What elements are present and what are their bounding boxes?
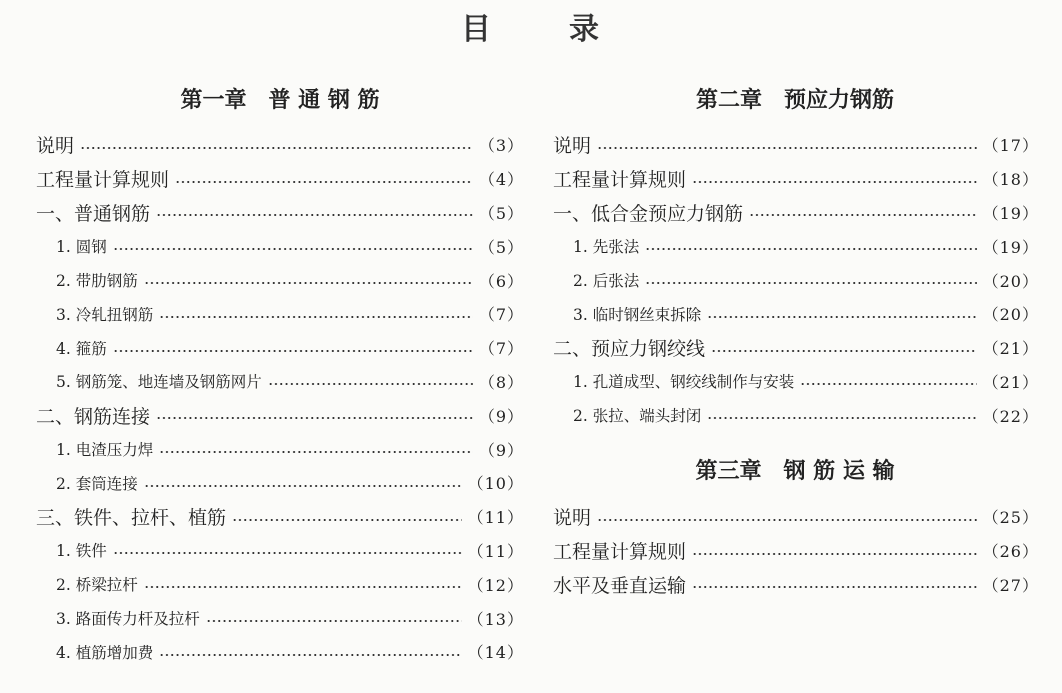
toc-entry-label: 水平及垂直运输 — [553, 574, 687, 597]
toc-entry-page: （10） — [467, 474, 524, 494]
toc-entry-label: 1. 先张法 — [573, 238, 640, 257]
dot-leader — [80, 146, 473, 150]
toc-entry[interactable] — [553, 128, 1039, 162]
toc-entry-label: 工程量计算规则 — [36, 169, 170, 192]
dot-leader — [156, 213, 473, 217]
toc-entry-page: （13） — [467, 609, 524, 629]
toc-entry-label: 4. 植筋增加费 — [56, 643, 154, 662]
dot-leader — [113, 247, 473, 251]
toc-entry[interactable] — [36, 500, 524, 534]
toc-entry-label: 2. 桥梁拉杆 — [56, 576, 138, 595]
page-title — [0, 4, 1062, 48]
toc-entry-page: （7） — [478, 339, 524, 359]
toc-entry-page: （11） — [467, 508, 524, 528]
dot-leader — [711, 349, 977, 353]
toc-entry-label: 3. 冷轧扭钢筋 — [56, 305, 154, 324]
dot-leader — [692, 585, 977, 589]
toc-entry-page: （18） — [982, 170, 1039, 190]
toc-entry-page: （14） — [467, 643, 524, 663]
toc-entry[interactable] — [36, 601, 524, 635]
dot-leader — [707, 416, 976, 420]
toc-entry-page: （26） — [982, 542, 1039, 562]
toc-entry[interactable] — [553, 229, 1039, 263]
toc-entry[interactable] — [553, 398, 1039, 432]
toc-entry[interactable] — [36, 331, 524, 365]
toc-entry[interactable] — [553, 331, 1039, 365]
toc-entry[interactable] — [36, 297, 524, 331]
dot-leader — [268, 382, 473, 386]
toc-entry-page: （7） — [478, 305, 524, 325]
toc-entry[interactable] — [553, 568, 1039, 602]
toc-entry-label: 说明 — [553, 507, 592, 530]
toc-entry-label: 2. 带肋钢筋 — [56, 272, 138, 291]
toc-entry-page: （20） — [982, 271, 1039, 291]
dot-leader — [800, 382, 976, 386]
toc-entry-page: （21） — [982, 372, 1039, 392]
chapter-2-heading: 第二章 预应力钢筋 — [695, 88, 894, 113]
toc-entry[interactable] — [553, 263, 1039, 297]
title-char: 录 — [569, 12, 601, 47]
dot-leader — [159, 315, 473, 319]
toc-entry-label: 二、钢筋连接 — [36, 405, 151, 428]
toc-entry-page: （9） — [478, 406, 524, 426]
chapter-2-entries — [553, 128, 1039, 432]
dot-leader — [144, 585, 462, 589]
toc-entry-label: 3. 路面传力杆及拉杆 — [56, 610, 200, 629]
toc-entry-label: 工程量计算规则 — [553, 169, 687, 192]
toc-entry-label: 1. 孔道成型、钢绞线制作与安装 — [573, 373, 795, 392]
toc-entry-label: 2. 后张法 — [573, 272, 640, 291]
toc-entry-label: 三、铁件、拉杆、植筋 — [36, 507, 227, 530]
dot-leader — [156, 416, 473, 420]
toc-entry[interactable] — [553, 534, 1039, 568]
dot-leader — [175, 180, 473, 184]
toc-entry[interactable] — [36, 263, 524, 297]
toc-entry-page: （27） — [982, 575, 1039, 595]
dot-leader — [597, 146, 977, 150]
toc-entry[interactable] — [36, 196, 524, 230]
toc-entry-label: 说明 — [553, 135, 592, 158]
toc-entry-label: 4. 箍筋 — [56, 339, 107, 358]
toc-entry[interactable] — [36, 365, 524, 399]
toc-entry-page: （5） — [478, 237, 524, 257]
toc-entry[interactable] — [36, 567, 524, 601]
dot-leader — [206, 619, 462, 623]
dot-leader — [645, 281, 976, 285]
toc-entry[interactable] — [553, 297, 1039, 331]
toc-entry[interactable] — [36, 635, 524, 669]
chapter-3-heading: 第三章 钢 筋 运 输 — [695, 459, 895, 484]
toc-entry-page: （3） — [478, 136, 524, 156]
title-char: 目 — [461, 12, 493, 47]
dot-leader — [113, 349, 473, 353]
toc-entry-page: （25） — [982, 508, 1039, 528]
toc-entry[interactable] — [553, 196, 1039, 230]
dot-leader — [144, 484, 462, 488]
toc-entry-label: 一、低合金预应力钢筋 — [553, 202, 744, 225]
toc-entry-label: 说明 — [36, 135, 75, 158]
toc-entry-label: 工程量计算规则 — [553, 541, 687, 564]
toc-entry-page: （8） — [478, 372, 524, 392]
dot-leader — [645, 247, 976, 251]
toc-entry[interactable] — [36, 128, 524, 162]
toc-entry-page: （19） — [982, 237, 1039, 257]
toc-entry-page: （6） — [478, 271, 524, 291]
chapter-1-entries — [36, 128, 524, 669]
dot-leader — [749, 213, 977, 217]
chapter-3-entries — [553, 500, 1039, 601]
dot-leader — [159, 653, 461, 657]
dot-leader — [144, 281, 473, 285]
toc-entry-page: （22） — [982, 406, 1039, 426]
dot-leader — [232, 518, 462, 522]
dot-leader — [597, 518, 977, 522]
dot-leader — [692, 180, 977, 184]
toc-entry[interactable] — [36, 162, 524, 196]
toc-entry-page: （4） — [478, 170, 524, 190]
toc-entry-label: 1. 圆钢 — [56, 238, 107, 257]
toc-entry-label: 1. 铁件 — [56, 542, 107, 561]
toc-entry[interactable] — [36, 398, 524, 432]
toc-entry-page: （5） — [478, 203, 524, 223]
toc-entry-page: （9） — [478, 440, 524, 460]
toc-entry[interactable] — [36, 534, 524, 568]
dot-leader — [113, 551, 462, 555]
toc-entry-label: 1. 电渣压力焊 — [56, 441, 154, 460]
toc-entry-label: 2. 张拉、端头封闭 — [573, 407, 702, 426]
toc-entry-page: （12） — [467, 575, 524, 595]
toc-entry-page: （20） — [982, 305, 1039, 325]
dot-leader — [707, 315, 976, 319]
toc-entry[interactable] — [36, 229, 524, 263]
toc-entry-page: （21） — [982, 339, 1039, 359]
chapter-1-heading: 第一章 普 通 钢 筋 — [180, 88, 380, 113]
toc-entry-page: （11） — [467, 541, 524, 561]
toc-entry[interactable] — [36, 466, 524, 500]
toc-entry-label: 5. 钢筋笼、地连墙及钢筋网片 — [56, 373, 262, 392]
toc-entry-label: 2. 套筒连接 — [56, 474, 138, 493]
toc-entry-label: 3. 临时钢丝束拆除 — [573, 305, 702, 324]
dot-leader — [692, 552, 977, 556]
toc-entry-label: 一、普通钢筋 — [36, 202, 151, 225]
dot-leader — [159, 450, 473, 454]
toc-entry[interactable] — [553, 500, 1039, 534]
toc-entry[interactable] — [36, 432, 524, 466]
toc-entry[interactable] — [553, 365, 1039, 399]
toc-entry-page: （19） — [982, 203, 1039, 223]
toc-entry-label: 二、预应力钢绞线 — [553, 338, 706, 361]
toc-entry-page: （17） — [982, 136, 1039, 156]
toc-entry[interactable] — [553, 162, 1039, 196]
